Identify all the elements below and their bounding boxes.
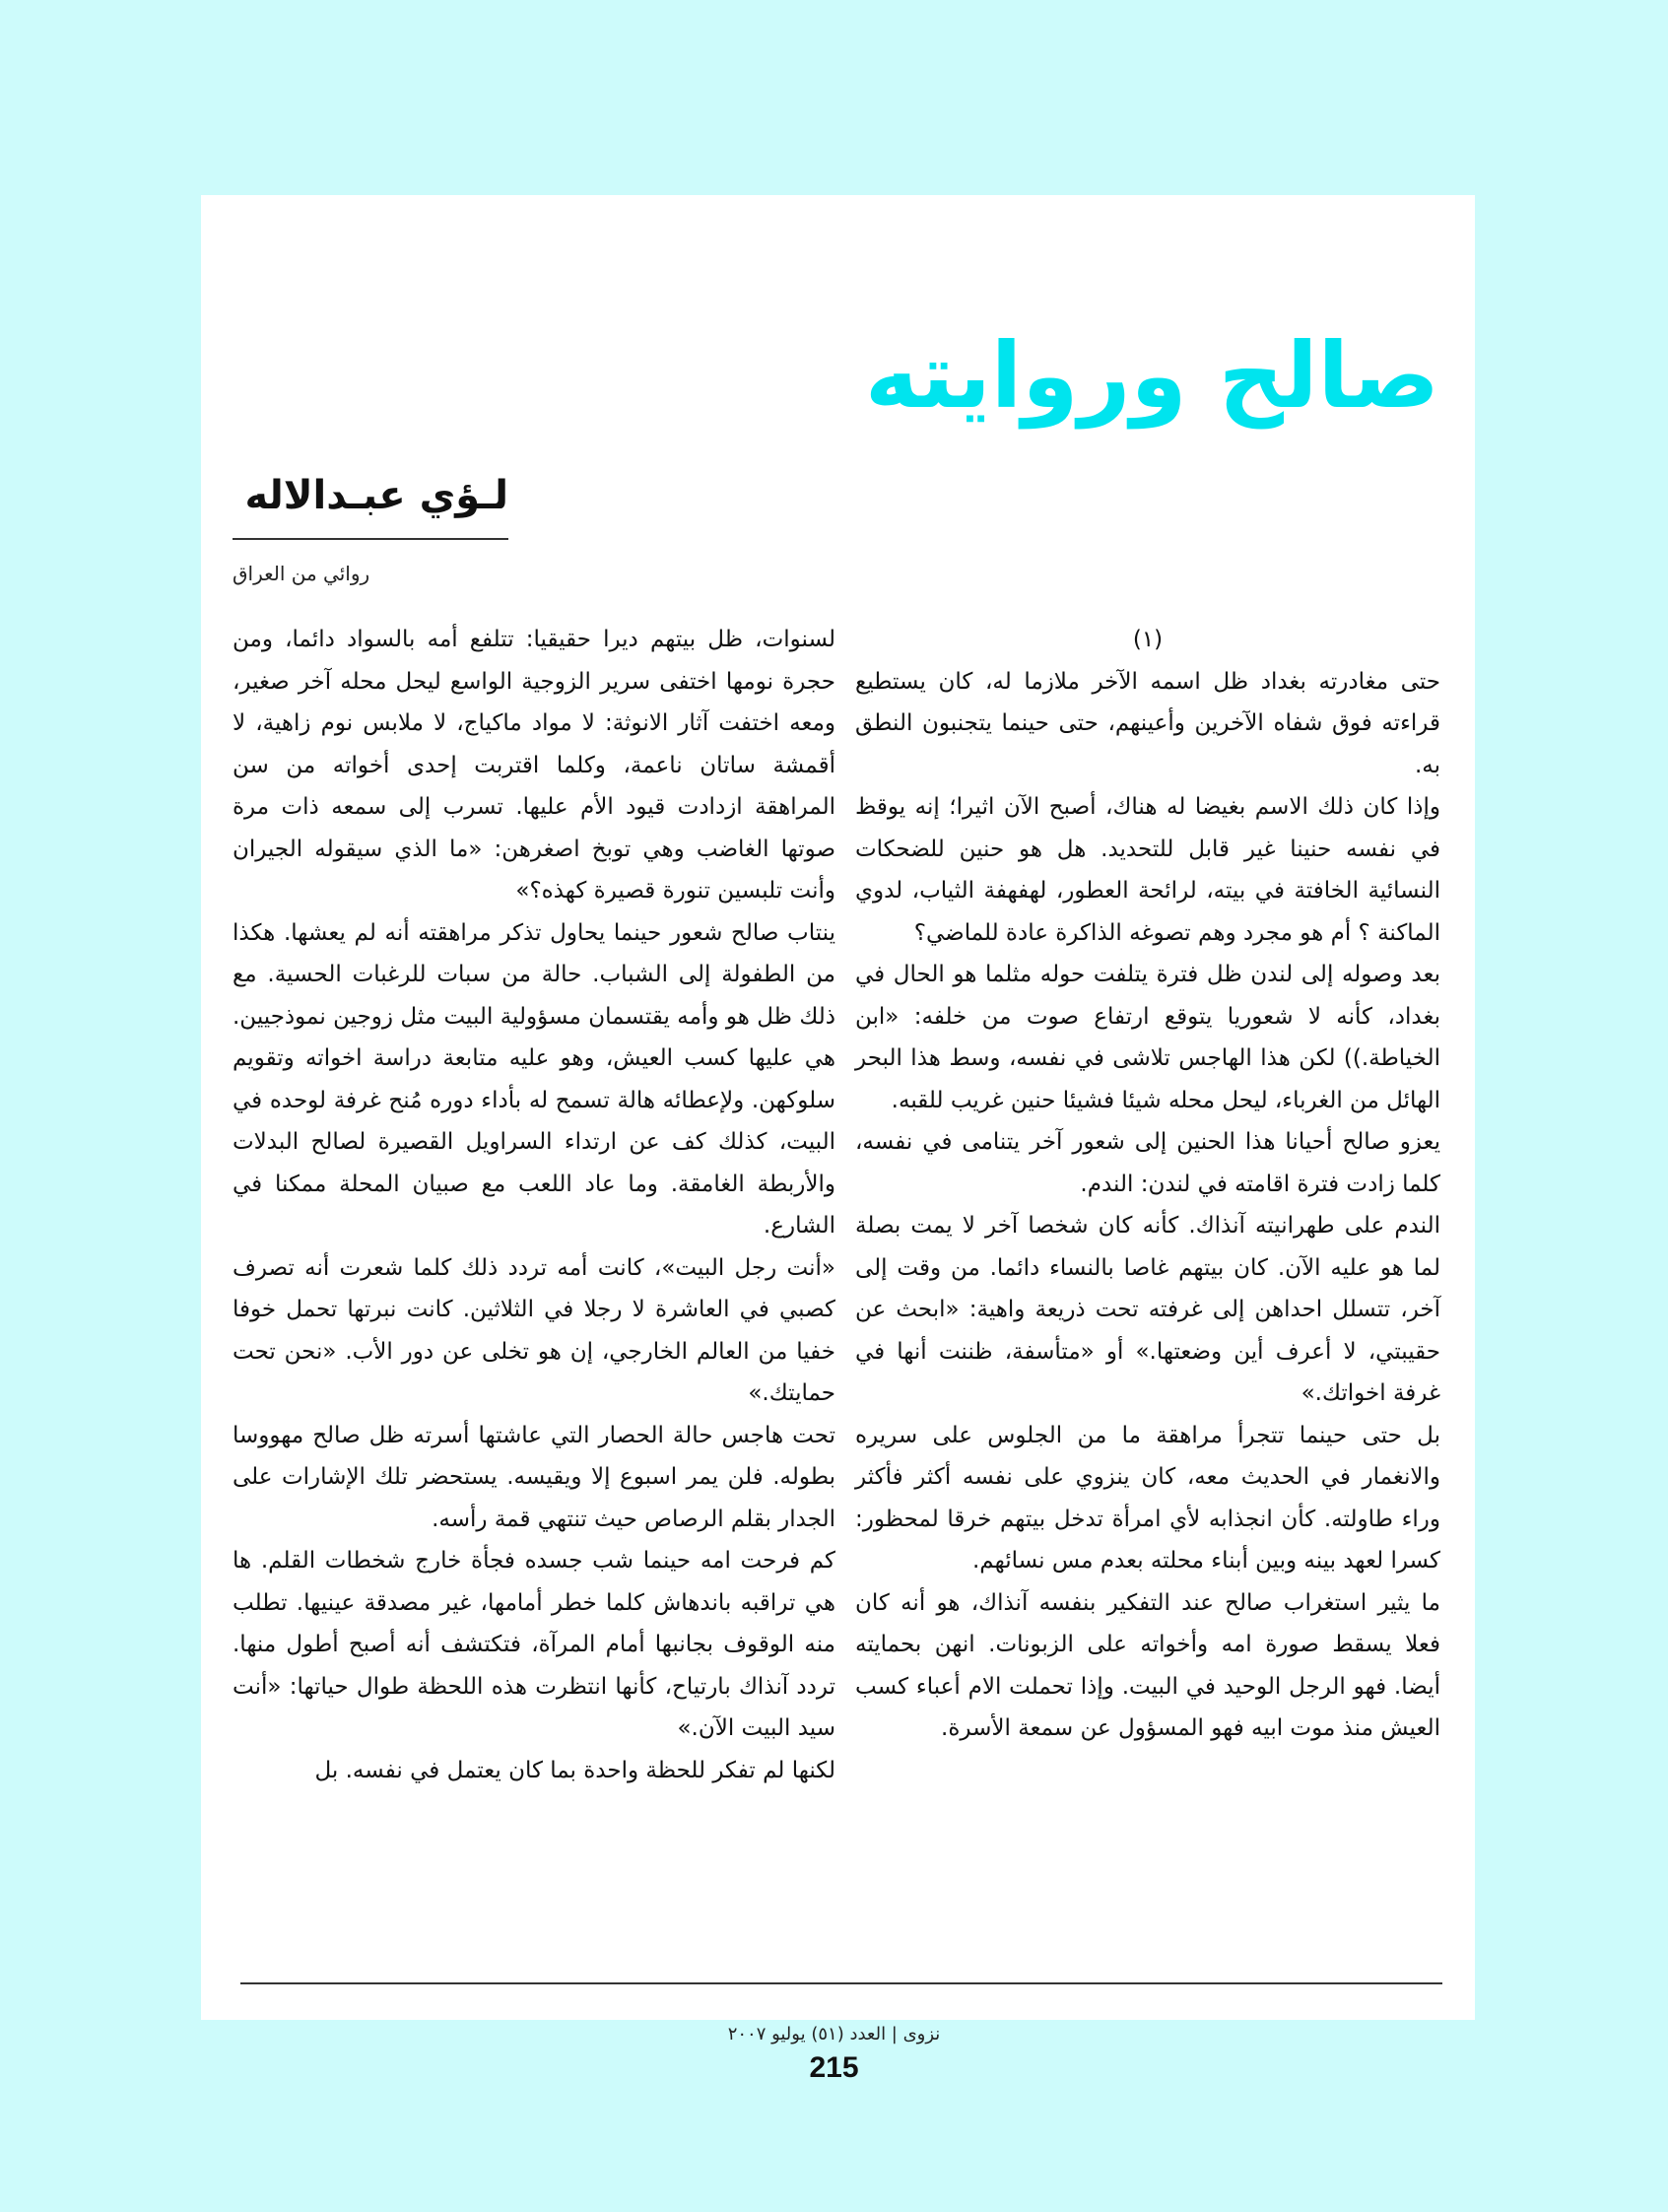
paragraph: ينتاب صالح شعور حينما يحاول تذكر مراهقته أنه لم يعشها. هكذا من الطفولة إلى الشباب. حالة من سبات للرغبات الحسية. مع ذلك ظل هو وأمه يقتسمان مسؤولية البيت مثل زوجين نموذجيين. هي عليها كسب العيش، وهو عليه متابعة دراسة اخواته وتقويم سلوكهن. ولإعطائه هالة تسمح له بأداء دوره مُنح غرفة لوحده في البيت، كذلك كف عن ارتداء السراويل القصيرة لصالح البدلات والأربطة الغامقة. وما عاد اللعب مع صبيان المحلة ممكنا في الشارع. xyxy=(233,919,835,1239)
paragraph: كم فرحت امه حينما شب جسده فجأة خارج شخطات القلم. ها هي تراقبه باندهاش كلما خطر أمامها، غير مصدقة عينيها. تطلب منه الوقوف بجانبها أمام المرآة، فتكتشف أنه أصبح أطول منها. تردد آنذاك بارتياح، كأنها انتظرت هذه اللحظة طوال حياتها: «أنت سيد البيت الآن.» xyxy=(233,1548,835,1741)
paragraph: يعزو صالح أحيانا هذا الحنين إلى شعور آخر يتنامى في نفسه، كلما زادت فترة اقامته في لندن: الندم. xyxy=(855,1129,1440,1197)
paragraph: الندم على طهرانيته آنذاك. كأنه كان شخصا آخر لا يمت بصلة لما هو عليه الآن. كان بيتهم غاصا بالنساء دائما. من وقت إلى آخر، تتسلل احداهن إلى غرفته تحت ذريعة واهية: «ابحث عن حقيبتي، لا أعرف أين وضعتها.» أو «متأسفة، ظننت أنها في غرفة اخواتك.» xyxy=(855,1213,1440,1406)
paragraph: ما يثير استغراب صالح عند التفكير بنفسه آنذاك، هو أنه كان فعلا يسقط صورة امه وأخواته على الزبونات. انهن بحمايته أيضا. فهو الرجل الوحيد في البيت. وإذا تحملت الام أعباء كسب العيش منذ موت ابيه فهو المسؤول عن سمعة الأسرة. xyxy=(855,1589,1440,1741)
page xyxy=(201,195,1475,2020)
paragraph: لكنها لم تفكر للحظة واحدة بما كان يعتمل في نفسه. بل xyxy=(314,1757,835,1783)
section-number: (١) xyxy=(1132,627,1164,652)
article-title: صالح وروايته xyxy=(864,323,1439,429)
right-column xyxy=(855,619,1440,1750)
paragraph: «أنت رجل البيت»، كانت أمه تردد ذلك كلما شعرت أنه تصرف كصبي في العاشرة لا رجلا في الثلاثين. كانت نبرتها تحمل خوفا خفيا من العالم الخارجي، إن هو تخلى عن دور الأب. «نحن تحت حمايتك.» xyxy=(233,1254,835,1406)
author-name: لـؤي عبـدالاله xyxy=(244,473,508,518)
paragraph: وإذا كان ذلك الاسم بغيضا له هناك، أصبح الآن اثيرا؛ إنه يوقظ في نفسه حنينا غير قابل للتحديد. هل هو حنين للضحكات النسائية الخافتة في بيته، لرائحة العطور، لهفهفة الثياب، لدوي الماكنة ؟ أم هو مجرد وهم تصوغه الذاكرة عادة للماضي؟ xyxy=(855,794,1440,946)
paragraph: تحت هاجس حالة الحصار التي عاشتها أسرته ظل صالح مهووسا بطوله. فلن يمر اسبوع إلا ويقيسه. يستحضر تلك الإشارات على الجدار بقلم الرصاص حيث تنتهي قمة رأسه. xyxy=(233,1422,835,1532)
left-column xyxy=(233,619,835,1791)
paragraph: بل حتى حينما تتجرأ مراهقة ما من الجلوس على سريره والانغمار في الحديث معه، كان ينزوي على نفسه أكثر فأكثر وراء طاولته. كأن انجذابه لأي امرأة تدخل بيتهم خرقا لمحظور: كسرا لعهد بينه وبين أبناء محلته بعدم مس نسائهم. xyxy=(855,1422,1440,1574)
page-number: 215 xyxy=(809,2051,859,2084)
issue-line: نزوى | العدد (٥١) يوليو ٢٠٠٧ xyxy=(727,2024,941,2044)
paragraph: بعد وصوله إلى لندن ظل فترة يتلفت حوله مثلما هو الحال في بغداد، كأنه لا شعوريا يتوقع ارتفاع صوت من خلفه: «ابن الخياطة.)) لكن هذا الهاجس تلاشى في نفسه، وسط هذا البحر الهائل من الغرباء، ليحل محله شيئا فشيئا حنين غريب للقبه. xyxy=(855,962,1440,1113)
paragraph: حتى مغادرته بغداد ظل اسمه الآخر ملازما له، كان يستطيع قراءته فوق شفاه الآخرين وأعينهم، حتى حينما يتجنبون النطق به. xyxy=(855,668,1440,778)
author-divider xyxy=(233,538,508,540)
author-description: روائي من العراق xyxy=(233,562,370,585)
paragraph: لسنوات، ظل بيتهم ديرا حقيقيا: تتلفع أمه بالسواد دائما، ومن حجرة نومها اختفى سرير الزوجية الواسع ليحل محله آخر صغير، ومعه اختفت آثار الانوثة: لا مواد ماكياج، لا ملابس نوم زاهية، لا أقمشة ساتان ناعمة، وكلما اقتربت إحدى أخواته من سن المراهقة ازدادت قيود الأم عليها. تسرب إلى سمعه ذات مرة صوتها الغاضب وهي توبخ اصغرهن: «ما الذي سيقوله الجيران وأنت تلبسين تنورة قصيرة كهذه؟» xyxy=(233,627,835,904)
footer-divider xyxy=(240,1982,1442,1984)
